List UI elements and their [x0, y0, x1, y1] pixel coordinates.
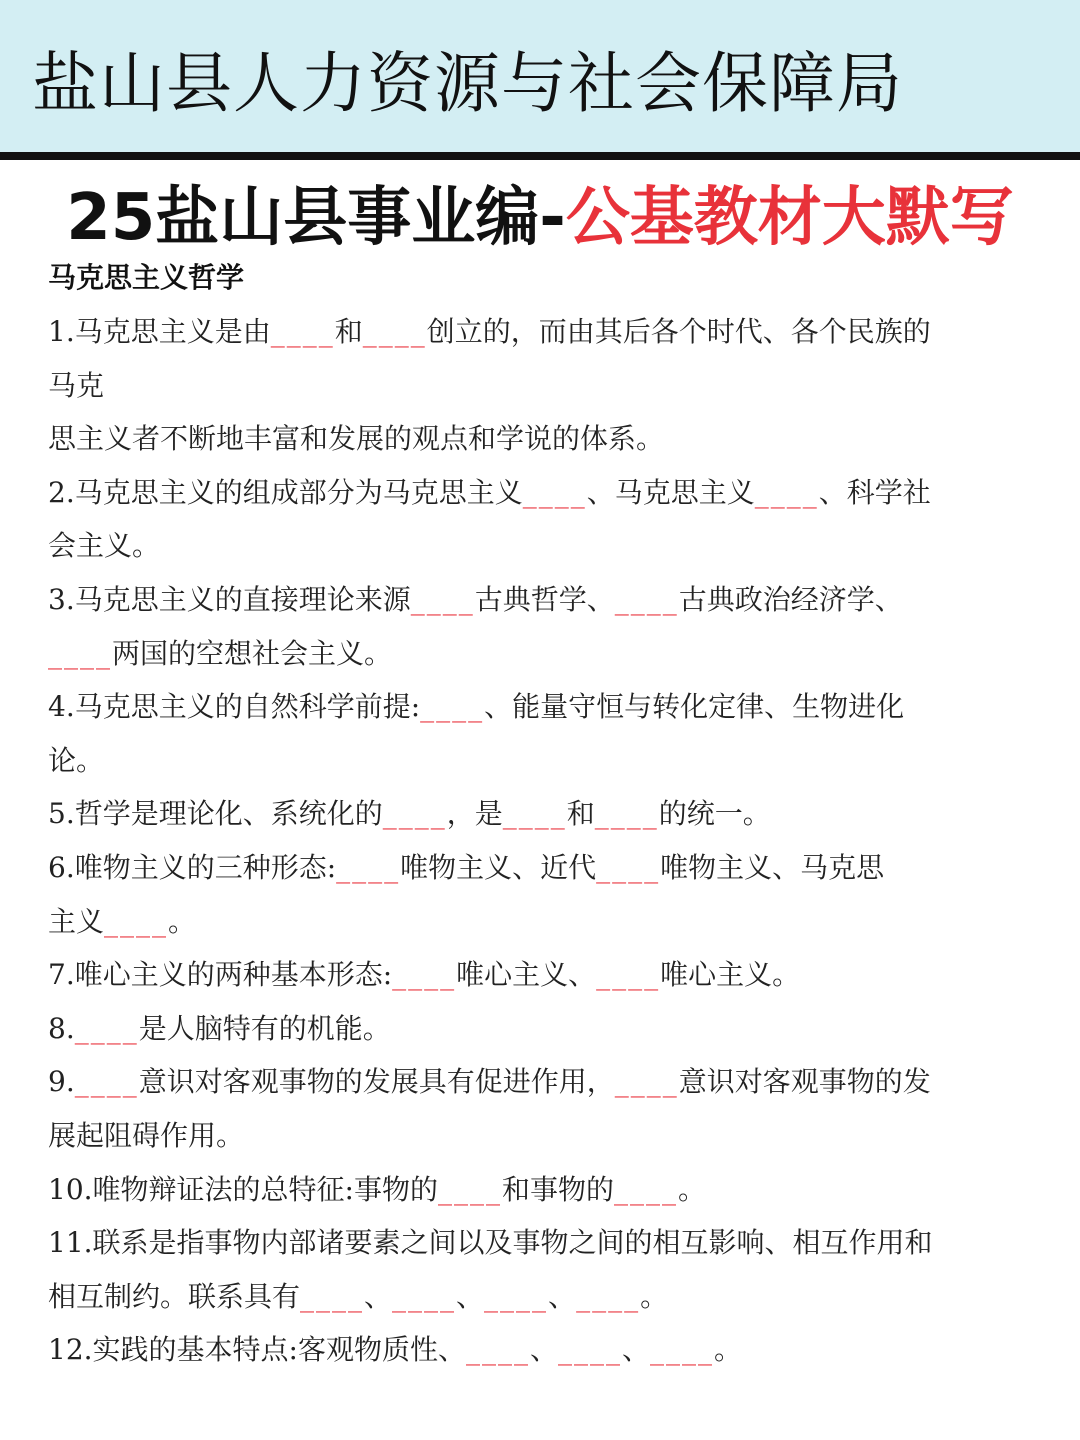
text-line: [48, 305, 1038, 359]
line-text: 论。: [48, 743, 105, 777]
line-text: 6.唯物主义的三种形态:: [48, 850, 337, 884]
fill-in-blank: ____: [74, 1065, 139, 1099]
line-text: 7.唯心主义的两种基本形态:: [48, 958, 393, 992]
fill-in-blank: ____: [437, 1172, 502, 1206]
line-text: 、: [364, 1279, 393, 1313]
line-text: 是人脑特有的机能。: [138, 1011, 391, 1045]
line-text: 3.马克思主义的直接理论来源: [48, 582, 411, 616]
line-text: 8.: [48, 1011, 75, 1045]
fill-in-blank: ____: [650, 1333, 714, 1367]
fill-in-blank: ____: [502, 797, 567, 831]
text-line: [48, 573, 1038, 627]
fill-in-blank: ____: [596, 958, 661, 992]
line-text: 创立的，而由其后各个时代、各个民族的: [426, 315, 931, 348]
section-title: 马克思主义哲学: [48, 261, 245, 294]
line-text: 2.马克思主义的组成部分为马克思主义: [48, 475, 523, 509]
line-text: 和: [566, 797, 595, 831]
line-text: 9.: [48, 1065, 75, 1099]
question-list: [48, 305, 1038, 1377]
fill-in-blank: ____: [522, 475, 587, 509]
line-text: 的统一。: [658, 797, 771, 831]
text-line: [48, 627, 1038, 681]
fill-in-blank: ____: [484, 1279, 549, 1313]
fill-in-blank: ____: [392, 1279, 457, 1313]
text-line: [48, 680, 1038, 734]
fill-in-blank: ____: [104, 904, 169, 938]
fill-in-blank: ____: [614, 1065, 679, 1099]
fill-in-blank: ____: [614, 582, 679, 616]
fill-in-blank: ____: [613, 1172, 678, 1206]
line-text: 唯物主义、马克思: [660, 850, 885, 884]
line-text: 1.马克思主义是由: [48, 315, 271, 348]
line-text: 、马克思主义: [586, 475, 755, 509]
fill-in-blank: ____: [596, 850, 661, 884]
fill-in-blank: ____: [420, 690, 485, 724]
line-text: 、: [548, 1279, 577, 1313]
fill-in-blank: ____: [557, 1333, 622, 1367]
header-banner: [0, 0, 1080, 160]
text-line: [48, 1055, 1038, 1109]
line-text: 古典政治经济学、: [678, 582, 903, 616]
text-line: [48, 948, 1038, 1002]
text-line: [48, 841, 1038, 895]
line-text: 11.联系是指事物内部诸要素之间以及事物之间的相互影响、相互作用和: [48, 1226, 933, 1260]
line-text: 唯心主义、: [456, 958, 597, 992]
line-text: 主义: [48, 904, 105, 938]
text-line: [48, 466, 1038, 520]
document-headline: [0, 178, 1080, 258]
line-text: 古典哲学、: [474, 582, 615, 616]
line-text: 、能量守恒与转化定律、生物进化: [484, 690, 905, 724]
line-text: 马克: [48, 368, 105, 402]
fill-in-blank: ____: [754, 475, 819, 509]
line-text: 思主义者不断地丰富和发展的观点和学说的体系。: [48, 422, 665, 456]
line-text: 和事物的: [501, 1172, 614, 1206]
header-title: 盐山县人力资源与社会保障局: [32, 45, 903, 122]
text-line: [48, 734, 1038, 788]
headline-highlight: 公基教材大默写: [565, 181, 1014, 255]
line-text: 唯物主义、近代: [400, 850, 597, 884]
fill-in-blank: ____: [410, 582, 475, 616]
text-line: [48, 1163, 1038, 1217]
fill-in-blank: ____: [74, 1011, 139, 1045]
line-text: 会主义。: [48, 529, 161, 563]
line-text: 、: [621, 1333, 650, 1367]
line-text: 5.哲学是理论化、系统化的: [48, 797, 383, 831]
line-text: 。: [677, 1172, 706, 1206]
line-text: 、: [456, 1279, 485, 1313]
line-text: 10.唯物辩证法的总特征:事物的: [48, 1172, 438, 1206]
line-text: 两国的空想社会主义。: [112, 636, 393, 670]
line-text: 。: [640, 1279, 669, 1313]
line-text: 唯心主义。: [660, 958, 801, 992]
fill-in-blank: ____: [576, 1279, 641, 1313]
text-line: [48, 412, 1038, 466]
line-text: 意识对客观事物的发展具有促进作用，: [138, 1065, 615, 1099]
fill-in-blank: ____: [465, 1333, 530, 1367]
line-text: 。: [168, 904, 197, 938]
fill-in-blank: ____: [594, 797, 659, 831]
fill-in-blank: ____: [270, 315, 335, 348]
fill-in-blank: ____: [48, 636, 112, 670]
line-text: 12.实践的基本特点:客观物质性、: [48, 1333, 466, 1367]
text-line: [48, 1323, 1038, 1377]
text-line: [48, 1216, 1038, 1270]
fill-in-blank: ____: [392, 958, 457, 992]
text-line: [48, 359, 1038, 413]
line-text: 展起阻碍作用。: [48, 1118, 245, 1152]
fill-in-blank: ____: [336, 850, 401, 884]
text-line: [48, 519, 1038, 573]
headline-prefix: 25盐山县事业编-: [66, 181, 566, 255]
text-line: [48, 787, 1038, 841]
line-text: 相互制约。联系具有: [48, 1279, 301, 1313]
line-text: ，是: [446, 797, 503, 831]
line-text: 、: [529, 1333, 558, 1367]
line-text: 意识对客观事物的发: [678, 1065, 931, 1099]
fill-in-blank: ____: [382, 797, 447, 831]
text-line: [48, 1270, 1038, 1324]
fill-in-blank: ____: [300, 1279, 365, 1313]
text-line: [48, 895, 1038, 949]
line-text: 和: [334, 315, 363, 348]
line-text: 。: [714, 1333, 743, 1367]
line-text: 4.马克思主义的自然科学前提:: [48, 690, 421, 724]
text-line: [48, 1002, 1038, 1056]
line-text: 、科学社: [818, 475, 931, 509]
text-line: [48, 1109, 1038, 1163]
fill-in-blank: ____: [362, 315, 427, 348]
